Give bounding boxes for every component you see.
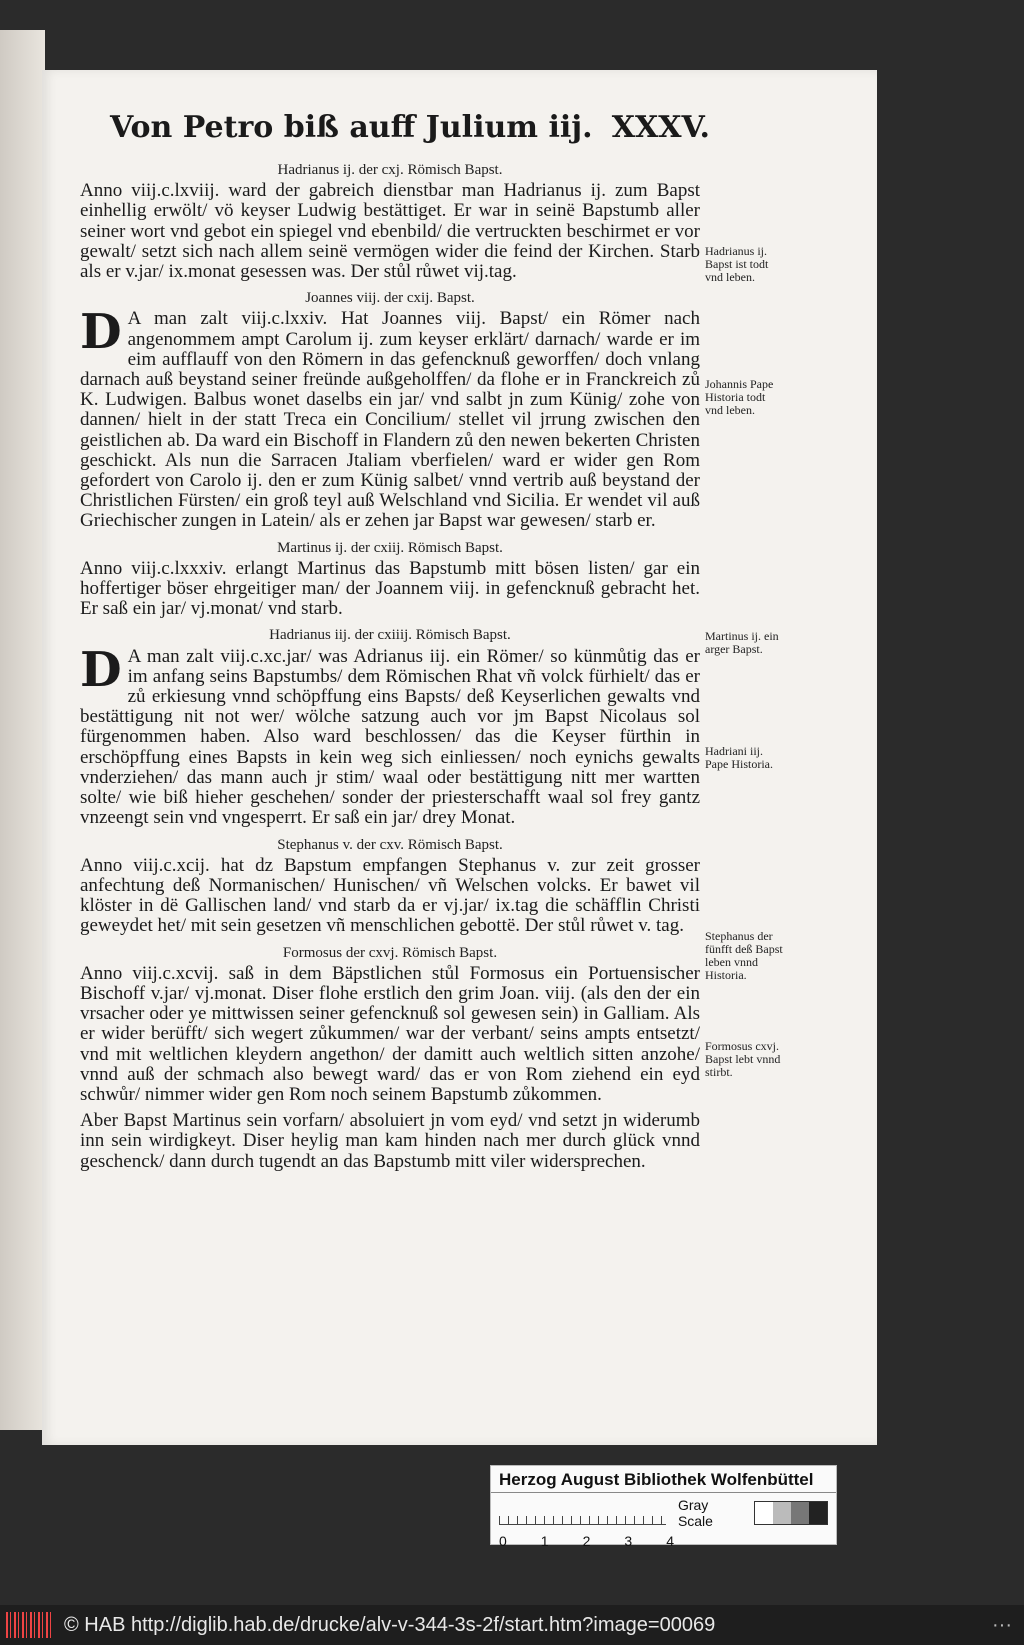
folio-number: XXXV.	[611, 110, 710, 145]
running-head-left: Von Petro biß auff Julium iij.	[110, 110, 593, 145]
drop-cap: D	[80, 304, 122, 361]
section-text: Anno viij.c.lxviij. ward der gabreich dienstbar man Hadrianus ij. zum Bapst einhellig erwölt/ vö keyser Ludwig bestättiget. Er war in seinë Bapstumb aller seiner wort vnd gebot ein spiegel vnd ebenbild/ die vertruckten beschirmet er vor gewalt/ setzt sich nach allem seinë vermögen wider die feind der Kirchen. Starb als er v.jar/ ix.monat gesessen was. Der stůl růwet vij.tag.	[80, 180, 700, 283]
ruler-number: 2	[582, 1533, 591, 1549]
section	[80, 288, 700, 531]
gray-scale-swatches	[754, 1501, 828, 1525]
measurement-ruler	[499, 1502, 666, 1525]
ruler-numbers	[491, 1533, 682, 1549]
section-text: A man zalt viij.c.xc.jar/ was Adrianus iij. ein Römer/ so künmůtig das er im anfang seins Bapstumbs/ dem Römischen Rhat vñ volck fürhielt/ das er zů erkiesung vnnd schöpffung eins Bapsts/ deß Keyserlichen gewalts vnd bestättigung nit not wer/ wölche satzung auch vor jm Bapst Nicolaus sol fürgenommen haben. Also ward beschlossen/ das die Keyser fürthin in erschöpffung eines Bapsts in kein weg sich einliessen/ noch eynichs gewalts vnderziehen/ das mann auch jr stim/ waal oder bestättigung nitt mer wartten solte/ wie biß hieher geschehen/ sonder der priesterschafft waal sol frey gantz vnzeengt sein vnd vngesperrt. Er saß ein jar/ drey Monat.	[80, 645, 700, 829]
copyright-url[interactable]: © HAB http://diglib.hab.de/drucke/alv-v-344-3s-2f/start.htm?image=00069	[64, 1613, 716, 1636]
gray-swatch	[755, 1502, 773, 1524]
section-text: Anno viij.c.xcvij. saß in dem Bäpstlichen stůl Formosus ein Portuensischer Bischoff v.jar/ vj.monat. Diser flohe erstlich den grim Joan. viij. (als den der ein vrsacher oder ye mittwissen seiner gefencknuß sol gewesen sein) in Galliam. Als er wider berüfft/ sich wegert zůkummen/ war der verbant/ seins ampts entsetzt/ vnd mit weltlichen kleydern angethon/ der damitt auch weltlich sitten anzohe/ vnnd auß der schmach also bewegt ward/ das er von Rom ziehend ein eyd schwůr/ nimmer wider gen Rom noch seinem Bapstumb zůkommen.	[80, 962, 700, 1105]
section-title: Hadrianus iij. der cxiiij. Römisch Bapst.	[269, 627, 511, 644]
marginal-note: Martinus ij. ein arger Bapst.	[705, 629, 779, 656]
section-text: Anno viij.c.lxxxiv. erlangt Martinus das Bapstumb mitt bösen listen/ gar ein hoffertiger böser ehrgeitiger man/ der Joannem viij. in gefencknuß gebracht het. Er saß ein jar/ vj.monat/ vnd starb.	[80, 557, 700, 620]
barcode-icon	[6, 1612, 54, 1638]
color-calibration-card	[490, 1465, 837, 1549]
viewer-footer	[0, 1605, 1024, 1645]
gray-scale-label: Gray Scale	[677, 1497, 713, 1529]
section-text: A man zalt viij.c.lxxiv. Hat Joannes viij. Bapst/ ein Römer nach angenommem ampt Carolum ij. zum keyser erklärt/ darnach/ warde er im eim aufflauff von den Römern in das gefencknuß geworffen/ doch vnlang darnach auß beystand seiner freünde außgeholffen/ da flohe er in Franckreich zů K. Ludwigen. Balbus wonet daselbs ein jar/ vnd salbt jn zum Künig/ zohe von dannen/ hielt in der statt Treca ein Concilium/ stellet vil jrrung zwischen den geistlichen ab. Da ward ein Bischoff in Flandern zů den newen bekerten Christen geschickt. Als nun die Sarracen Jtaliam vberfielen/ ward er wider gen Rom gefordert von Carolo ij. den er zum Künig salbet/ vnnd vertrib auß beystand der Christlichen Fürsten/ ein groß teyl auß Welschland vnd Sicilia. Er wendet vil auß Griechischer zungen in Latein/ als er zehen jar Bapst war gewesen/ starb er.	[80, 308, 700, 532]
section-paragraph	[80, 641, 700, 829]
ruler-number: 1	[540, 1533, 549, 1549]
gray-swatch	[809, 1502, 827, 1524]
section	[80, 943, 700, 1106]
adjacent-page-edge	[0, 30, 45, 1430]
section-title: Stephanus v. der cxv. Römisch Bapst.	[277, 836, 503, 853]
section-text: Anno viij.c.xcij. hat dz Bapstum empfangen Stephanus v. zur zeit grosser anfechtung deß Normanischen/ Hunischen/ vñ Welschen volcks. Er bawet vil klöster in dë Gallischen land/ vnd starb da er vj.jar/ ix.tag die schäfflin Christi geweydet het/ mit sein gesetzen vñ menschlichen gebottë. Der stůl růwet v. tag.	[80, 854, 700, 937]
card-row	[491, 1493, 836, 1533]
marginal-note: Hadriani iij. Pape Historia.	[705, 744, 773, 771]
section	[80, 625, 700, 828]
section-title: Formosus der cxvj. Römisch Bapst.	[282, 944, 498, 961]
section-title: Martinus ij. der cxiij. Römisch Bapst.	[277, 539, 503, 556]
ruler-number: 3	[624, 1533, 633, 1549]
marginal-note: Formosus cxvj. Bapst lebt vnnd stirbt.	[705, 1039, 781, 1079]
marginal-note: Hadrianus ij. Bapst ist todt vnd leben.	[705, 244, 769, 284]
section-paragraph	[80, 304, 700, 532]
ruler-number: 4	[666, 1533, 674, 1549]
section	[80, 835, 700, 937]
library-name: Herzog August Bibliothek Wolfenbüttel	[491, 1466, 836, 1493]
marginal-note: Johannis Pape Historia todt vnd leben.	[705, 377, 774, 417]
running-head	[110, 110, 710, 145]
section-title: Hadrianus ij. der cxj. Römisch Bapst.	[277, 162, 503, 178]
gray-swatch	[773, 1502, 791, 1524]
main-text	[80, 158, 700, 1178]
section-title: Joannes viij. der cxij. Bapst.	[305, 290, 475, 307]
gray-swatch	[791, 1502, 809, 1524]
ruler-number: 0	[499, 1533, 507, 1549]
section	[80, 160, 700, 282]
section	[80, 538, 700, 620]
closing-paragraph: Aber Bapst Martinus sein vorfarn/ absoluiert jn vom eyd/ vnd setzt jn widerumb inn sein wirdigkeyt. Diser heylig man kam hinden nach mer durch glück vnnd geschenck/ dann durch tugendt an das Bapstumb mitt viler widersprechen.	[80, 1110, 700, 1172]
marginal-note: Stephanus der fünfft deß Bapst leben vnnd Historia.	[705, 929, 783, 982]
more-menu-icon[interactable]: ···	[992, 1613, 1012, 1636]
drop-cap: D	[80, 641, 122, 698]
